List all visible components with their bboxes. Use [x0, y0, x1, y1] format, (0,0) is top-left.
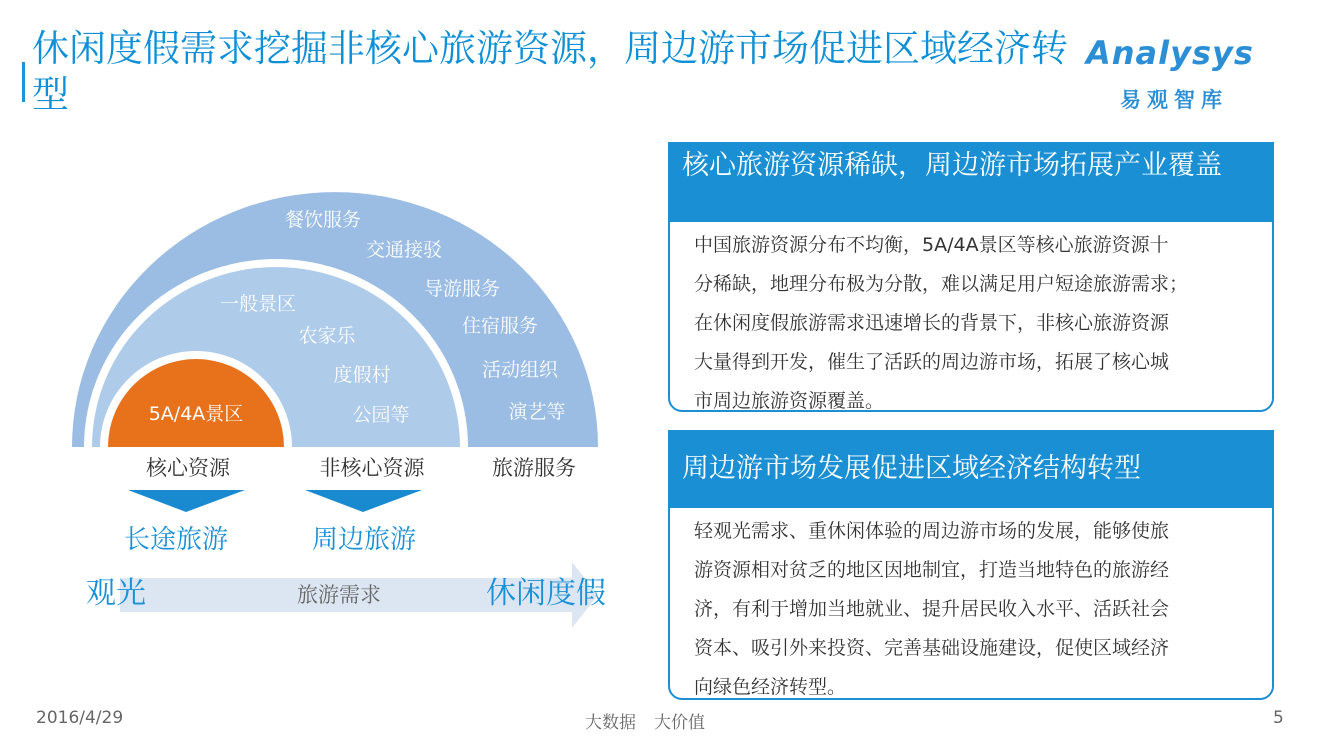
category-label: 非核心资源 [319, 456, 425, 480]
text-line: 市周边旅游资源覆盖。 [694, 390, 885, 412]
tourism-resource-diagram [0, 140, 640, 644]
core-item: 5A/4A景区 [148, 403, 244, 425]
axis-center-label: 旅游需求 [297, 583, 381, 607]
logo-wordmark: Analysys [1086, 34, 1254, 72]
outer-item: 导游服务 [423, 278, 501, 300]
text-line: 大量得到开发，催生了活跃的周边游市场，拓展了核心城 [694, 351, 1170, 373]
info-box-heading: 核心旅游资源稀缺，周边游市场拓展产业覆盖 [668, 142, 1274, 222]
axis-right-label: 休闲度假 [486, 576, 606, 611]
middle-item: 公园等 [352, 404, 410, 426]
outer-item: 活动组织 [481, 359, 559, 381]
analysys-logo [1086, 34, 1286, 120]
info-box-text [694, 512, 1264, 707]
down-arrow [128, 490, 245, 512]
middle-item: 一般景区 [219, 293, 297, 315]
outer-item: 交通接驳 [365, 239, 443, 261]
text-line: 向绿色经济转型。 [694, 676, 847, 698]
down-arrow [305, 490, 422, 512]
title-accent-bar [22, 62, 25, 102]
footer-slogan [585, 708, 723, 733]
text-line: 分稀缺，地理分布极为分散，难以满足用户短途旅游需求； [694, 273, 1189, 295]
logo-chinese-name: 易观智库 [1120, 88, 1228, 112]
category-label: 核心资源 [146, 456, 230, 480]
text-line: 轻观光需求、重休闲体验的周边游市场的发展，能够使旅 [694, 520, 1170, 542]
outer-item: 住宿服务 [461, 315, 539, 337]
page-number: 5 [1273, 708, 1284, 728]
outer-item: 餐饮服务 [284, 209, 362, 231]
category-label: 旅游服务 [492, 456, 576, 480]
text-line: 中国旅游资源分布不均衡，5A/4A景区等核心旅游资源十 [694, 234, 1169, 256]
middle-item: 度假村 [333, 364, 391, 386]
text-line: 济，有利于增加当地就业、提升居民收入水平、活跃社会 [694, 598, 1170, 620]
travel-type-label: 长途旅游 [123, 525, 229, 555]
footer-slogan-1: 大数据 [585, 713, 636, 733]
page-title: 休闲度假需求挖掘非核心旅游资源，周边游市场促进区域经济转型 [32, 27, 1068, 116]
outer-item: 演艺等 [508, 401, 566, 423]
axis-left-label: 观光 [86, 576, 146, 611]
text-line: 资本、吸引外来投资、完善基础设施建设，促使区域经济 [694, 637, 1170, 659]
text-line: 在休闲度假旅游需求迅速增长的背景下，非核心旅游资源 [694, 312, 1170, 334]
info-box-text [694, 226, 1264, 421]
text-line: 游资源相对贫乏的地区因地制宜，打造当地特色的旅游经 [694, 559, 1170, 581]
footer-slogan-2: 大价值 [654, 713, 705, 733]
info-box-heading: 周边游市场发展促进区域经济结构转型 [668, 430, 1274, 508]
footer-date: 2016/4/29 [36, 708, 124, 728]
middle-item: 农家乐 [298, 325, 356, 347]
travel-type-label: 周边旅游 [311, 525, 417, 555]
